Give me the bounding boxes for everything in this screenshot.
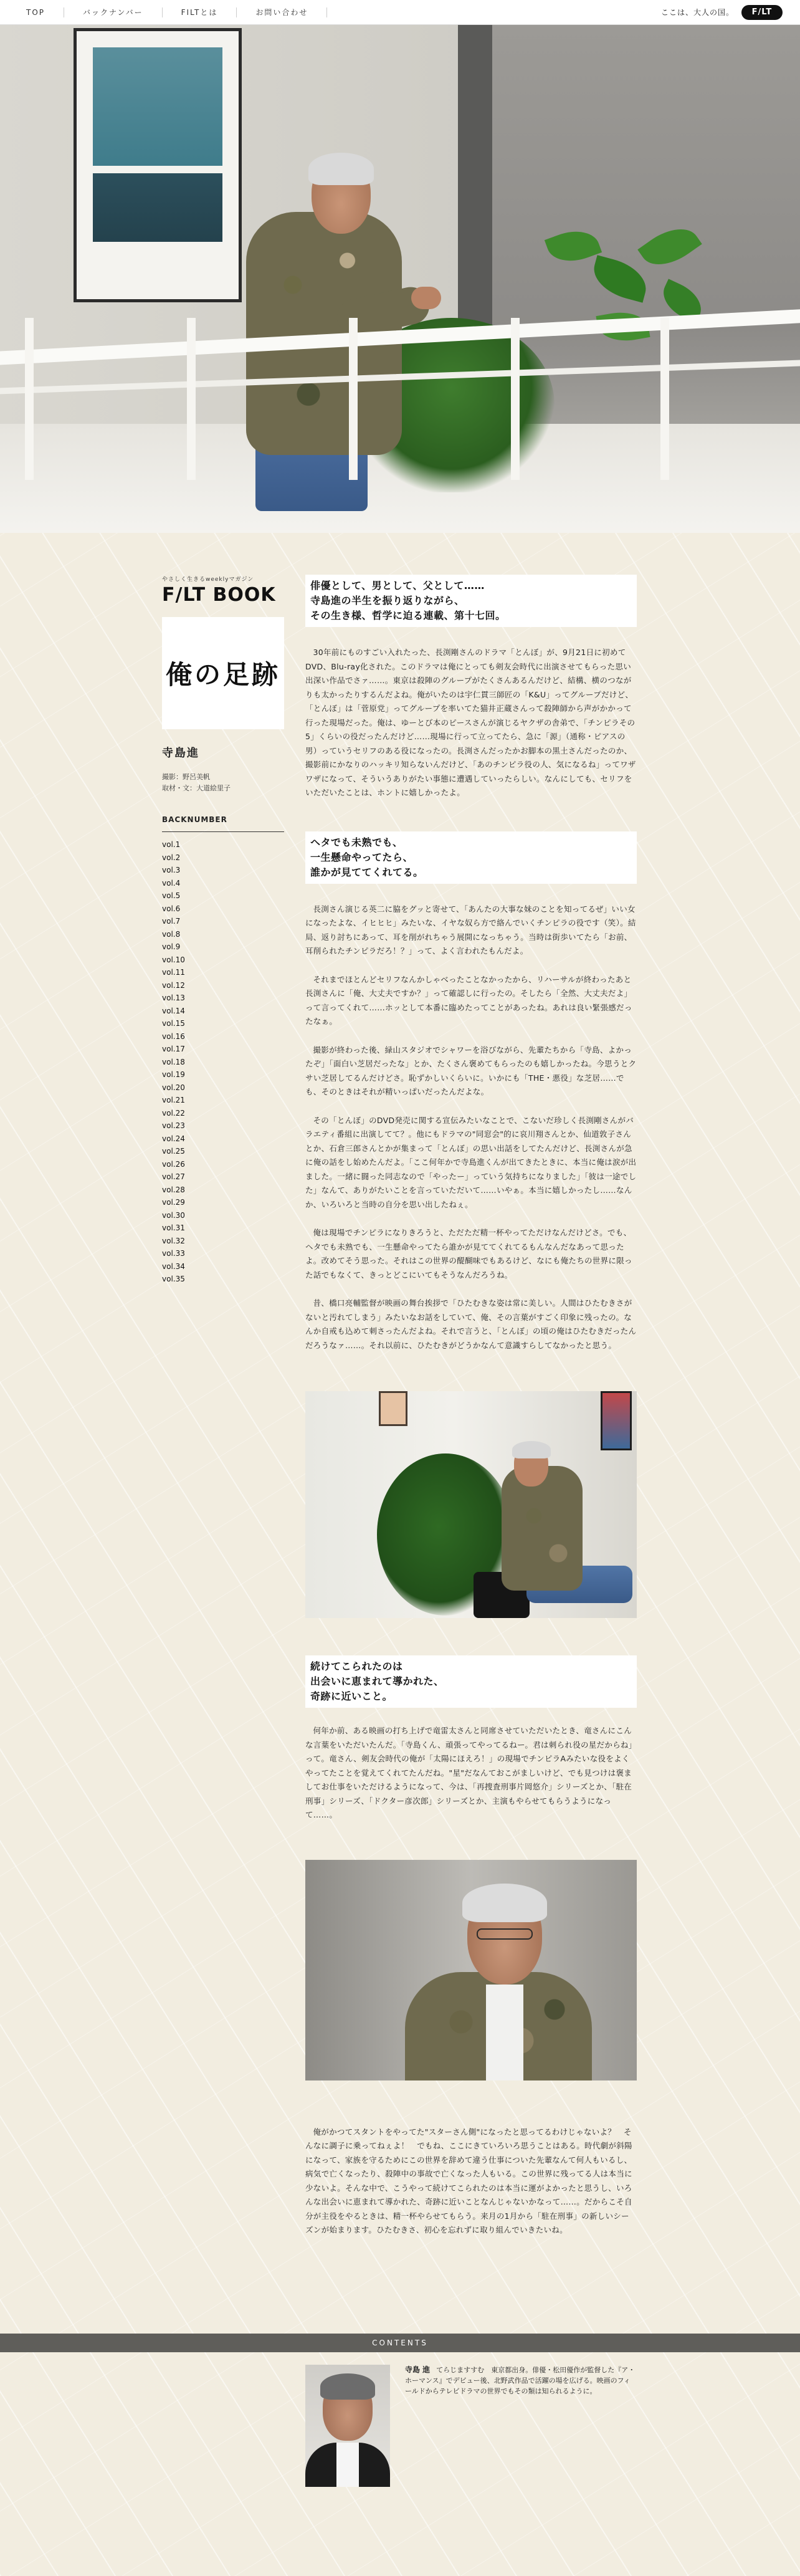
hero-photo: [0, 25, 800, 533]
backnumber-link[interactable]: vol.27: [162, 1172, 185, 1181]
backnumber-link[interactable]: vol.20: [162, 1083, 185, 1092]
article-paragraph: 俺がかつてスタントをやってた"スターさん側"になったと思ってるわけじゃないよ？ そんなに調子に乗ってねぇよ！ でもね、ここにきていろいろ思うことはある。時代劇が斜陽になって、家族を守るためにこの世界を辞めて違う仕事についた先輩なんて何人もいるし、病気で亡くなったり、殺陣中の事故で亡くなった人もいる。この世界に残ってる人は本当に少ないよ。そんな中で、こうやって続けてこられたのは本当に運がよかったと思うし、いろんな出会いに恵まれて導かれた、奇跡に近いことなんじゃないかなって……。だからこそ自分が主役をやるときは、精一杯やらせてもらう。来月の1月から「駐在刑事」の新しいシーズンが始まります。ひたむきさ、初心を忘れずに取り組んでいきたいね。: [305, 2127, 632, 2234]
rail-post: [511, 318, 520, 480]
credit-text: 取材・文：大道絵里子: [162, 784, 231, 792]
article-photo-seated: [305, 1391, 637, 1618]
backnumber-link[interactable]: vol.34: [162, 1262, 185, 1271]
photo2-glasses: [477, 1928, 533, 1940]
backnumber-link[interactable]: vol.10: [162, 955, 185, 964]
backnumber-link[interactable]: vol.1: [162, 840, 181, 849]
site-logo[interactable]: F/LT: [741, 5, 783, 20]
painting-bottom-block: [93, 173, 222, 242]
backnumber-link[interactable]: vol.18: [162, 1057, 185, 1066]
backnumber-link[interactable]: vol.21: [162, 1096, 185, 1104]
backnumber-link[interactable]: vol.14: [162, 1006, 185, 1015]
backnumber-link[interactable]: vol.17: [162, 1045, 185, 1053]
brand-kicker: やさしく生きるweeklyマガジン: [162, 577, 254, 583]
backnumber-link[interactable]: vol.6: [162, 904, 181, 913]
site-tagline: ここは、大人の国。: [660, 8, 734, 17]
profile-name: 寺島 進: [405, 2365, 431, 2374]
wall-poster: [601, 1391, 632, 1450]
wall-frame: [379, 1391, 407, 1426]
backnumber-list: [162, 838, 287, 1286]
backnumber-heading: BACKNUMBER: [162, 815, 284, 832]
backnumber-link[interactable]: vol.35: [162, 1275, 185, 1283]
section1-heading: [305, 831, 637, 884]
heading-line: 続けてこられたのは: [310, 1660, 403, 1672]
backnumber-link[interactable]: vol.26: [162, 1159, 185, 1169]
backnumber-link[interactable]: vol.31: [162, 1223, 185, 1232]
top-navigation: [0, 0, 800, 25]
article-paragraph: 俺は現場でチンピラになりきろうと、ただただ精一杯やってただけなんだけどさ。でも、ヘタでも未熟でも、一生懸命やってたら誰かが見ててくれてるもんなんだなあって思ったよ。改めてそう思った。それはこの世界の醍醐味でもあるけど、なにも俺たちの世界に限った話でもなくて、きっとどこにいてもそうなんだろうね。: [305, 1228, 632, 1280]
person-hair: [308, 153, 374, 185]
article-paragraph: 昔、橋口亮輔監督が映画の舞台挨拶で「ひたむきな姿は常に美しい。人間はひたむきさがないと汚れてしまう」みたいなお話をしていて、俺、その言葉がすごく印象に残ったの。なんか自戒も込めて刺さったんだよね。それで言うと、「とんぼ」の頃の俺はひたむきだったんだろうなァ……。それ以前に、ひたむきがどうかなんて意識すらしてなかったと思う。: [305, 1298, 637, 1350]
backnumber-link[interactable]: vol.7: [162, 917, 181, 926]
backnumber-link[interactable]: vol.22: [162, 1108, 185, 1118]
portrait-shirt: [336, 2443, 359, 2487]
series-title-box: [162, 617, 284, 729]
backnumber-link[interactable]: vol.32: [162, 1236, 185, 1245]
heading-line: 一生懸命やってたら、: [310, 851, 414, 863]
article-paragraph: 長渕さん演じる英二に脇をグッと寄せて、「あんたの大事な妹のことを知ってるぜ」いい女になったよな、イヒヒヒ」みたいな、イヤな奴ら方で絡んでいくチンピラの役です（笑）。結局、返り討ちにあって、耳を削がれちゃう展開になっちゃう。当時は街歩いてたら「お前、耳削られたチンピラだろ！？」って、よく言われたもんだよ。: [305, 904, 636, 955]
heading-line: 寺島進の半生を振り返りながら、: [310, 595, 465, 606]
section2-heading: [305, 1655, 637, 1708]
backnumber-link[interactable]: vol.15: [162, 1019, 185, 1028]
person-hand: [411, 287, 441, 309]
backnumber-link[interactable]: vol.2: [162, 853, 181, 862]
series-title: 俺の足跡: [165, 659, 280, 690]
profile-card: [305, 2365, 637, 2489]
backnumber-link[interactable]: vol.8: [162, 929, 181, 939]
heading-line: その生き様、哲学に迫る連載、第十七回。: [310, 610, 506, 621]
article-paragraph: それまでほとんどセリフなんかしゃべったことなかったから、リハーサルが終わったあと長渕さんに「俺、大丈夫ですか？」って確認しに行ったの。そしたら「全然、大丈夫だよ」って言ってくれて……ホッとして本番に臨めたってことがあったね。あれは良い緊張感だったなぁ。: [305, 974, 632, 1026]
heading-line: 奇跡に近いこと。: [310, 1690, 393, 1702]
heading-line: ヘタでも未熟でも、: [310, 836, 403, 848]
rail-post: [349, 318, 358, 480]
contents-bar: CONTENTS: [0, 2334, 800, 2352]
portrait-hair: [320, 2373, 375, 2400]
nav-backnumber[interactable]: バックナンバー: [64, 7, 163, 17]
heading-line: 出会いに恵まれて導かれた、: [310, 1675, 444, 1687]
profile-text: てらじますすむ 東京都出身。俳優・松田優作が監督した『ア・ホーマンス』でデビュー後、北野武作品で活躍の場を広げる。映画のフィールドからテレビドラマの世界でもその類は知られるように。: [405, 2366, 636, 2395]
intro-heading: [305, 575, 637, 627]
backnumber-link[interactable]: vol.4: [162, 878, 181, 888]
photo2-hair: [462, 1884, 547, 1922]
nav-about-filt[interactable]: FILTとは: [163, 7, 237, 17]
backnumber-link[interactable]: vol.13: [162, 994, 185, 1002]
backnumber-link[interactable]: vol.33: [162, 1249, 185, 1258]
backnumber-link[interactable]: vol.5: [162, 891, 181, 900]
credit-photo: 撮影：野呂美帆: [162, 773, 210, 781]
photo2-shirt: [486, 1985, 523, 2080]
painting-top-block: [93, 47, 222, 166]
author-name: 寺島進: [162, 747, 199, 760]
nav-top[interactable]: TOP: [17, 7, 64, 17]
backnumber-link[interactable]: vol.28: [162, 1185, 185, 1194]
photo-man-hair: [512, 1441, 551, 1458]
sidebar: [162, 575, 287, 1286]
credits: [162, 772, 287, 794]
backnumber-link[interactable]: vol.3: [162, 866, 181, 874]
rail-post: [187, 318, 196, 480]
backnumber-link[interactable]: vol.19: [162, 1070, 185, 1079]
article-paragraph: 何年か前、ある映画の打ち上げで竜雷太さんと同席させていただいたとき、竜さんにこんな言葉をいただいたんだ。「寺島くん、頑張ってやってるねー。君は刺られ役の星だからね」って。竜さん、剣友会時代の俺が「太陽にほえろ！」の現場でチンピラAみたいな役をよくやってたことを覚えてくれてたんだね。"星"だなんておこがましいけど、でも見つけは褒ましてお仕事をいただけるようになって、今は、「再捜査刑事片岡悠介」シリーズとか、「駐在刑事」シリーズ、「ドクター彦次郎」シリーズとか、主演もやらせてもらうようになって……。: [305, 1726, 637, 1819]
backnumber-link[interactable]: vol.25: [162, 1147, 185, 1156]
article-photo-smoking: [305, 1860, 637, 2080]
profile-portrait: [305, 2365, 390, 2487]
backnumber-link[interactable]: vol.30: [162, 1210, 185, 1220]
nav-contact[interactable]: お問い合わせ: [237, 7, 327, 17]
heading-line: 誰かが見ててくれてる。: [310, 866, 424, 878]
backnumber-link[interactable]: vol.24: [162, 1134, 185, 1143]
photo-man: [502, 1466, 583, 1591]
backnumber-link[interactable]: vol.9: [162, 942, 181, 951]
rail-post: [660, 318, 669, 480]
hero-painting: [74, 28, 242, 302]
article-paragraph: 撮影が終わった後、緑山スタジオでシャワーを浴びながら、先輩たちから「寺島、よかったぞ」「面白い芝居だったな」とか、たくさん褒めてもらったのも嬉しかったね。今思うとクサい芝居してるんだけどさ。恥ずかしいくらいに。いかにも「THE・悪役」な芝居……でも、そのときはそれが精いっぱいだったんだよな。: [305, 1045, 637, 1096]
backnumber-link[interactable]: vol.11: [162, 968, 185, 977]
backnumber-link[interactable]: vol.29: [162, 1198, 185, 1207]
article: [305, 575, 637, 2238]
profile-bio: [405, 2365, 637, 2396]
article-paragraph: その「とんぼ」のDVD発売に関する宣伝みたいなことで、こないだ珍しく長渕剛さんがバラエティ番組に出演してて？。他にもドラマの"同窓会"的に哀川翔さんとか、仙道敦子さんとか、石倉三郎さんとかが集まって「とんぼ」の思い出話をしてたんだけど、長渕さんが急に俺の話をし始めたんだよ。「ここ何年かで寺島進くんが出てきたときに、本当に俺は涙が出ました。一緒に闘った同志なので「やったー」っていう気持ちになりました」「彼は一途でした」なんて、ありがたいことを言っていただいて……いやぁ。本当に嬉しかったし……なんか、いろいろと当時の自分を思い出したねぇ。: [305, 1115, 637, 1209]
backnumber-link[interactable]: vol.12: [162, 980, 185, 990]
intro-paragraph: 30年前にものすごい入れたった、長渕剛さんのドラマ「とんぼ」が、9月21日に初めてDVD、Blu-ray化された。このドラマは俺にとっても剣友会時代に出演させてもらった思い出深い作品でさァ……。東京は殺陣のグループがたくさんあるんだけど、結構、横のつながりも太かったりするんだよね。俺がいたのは宇仁貫三師匠の「K&U」ってグループだけど、「とんぼ」は「菅原党」ってグループを率いてた猫井正蔵さんって殺陣師から声がかかって行った現場だった。俺は、ゆーとび本のピースさんが演じるヤクザの舎弟で、「チンピラその5」くらいの役だったんだけど……現場に行って立ってたら、急に「源」（通称・ピアスの男）っていうセリフのある役になったの。長渕さんだったかお脚本の黒土さんだったのか、撮影前にかなりのハッキリ知らないんだけど、「あのチンピラ役の人、気になるね」ってワザワザになって、そういうありがたい事態に遭遇していったらしい。なんにしても、セリフをいただいたことは、ホントに嬉しかったよ。: [305, 648, 636, 797]
backnumber-link[interactable]: vol.23: [162, 1121, 185, 1130]
rail-post: [25, 318, 34, 480]
heading-line: 俳優として、男として、父として……: [310, 580, 485, 591]
brand-logo[interactable]: F/LT BOOK: [162, 584, 276, 606]
backnumber-link[interactable]: vol.16: [162, 1032, 185, 1041]
